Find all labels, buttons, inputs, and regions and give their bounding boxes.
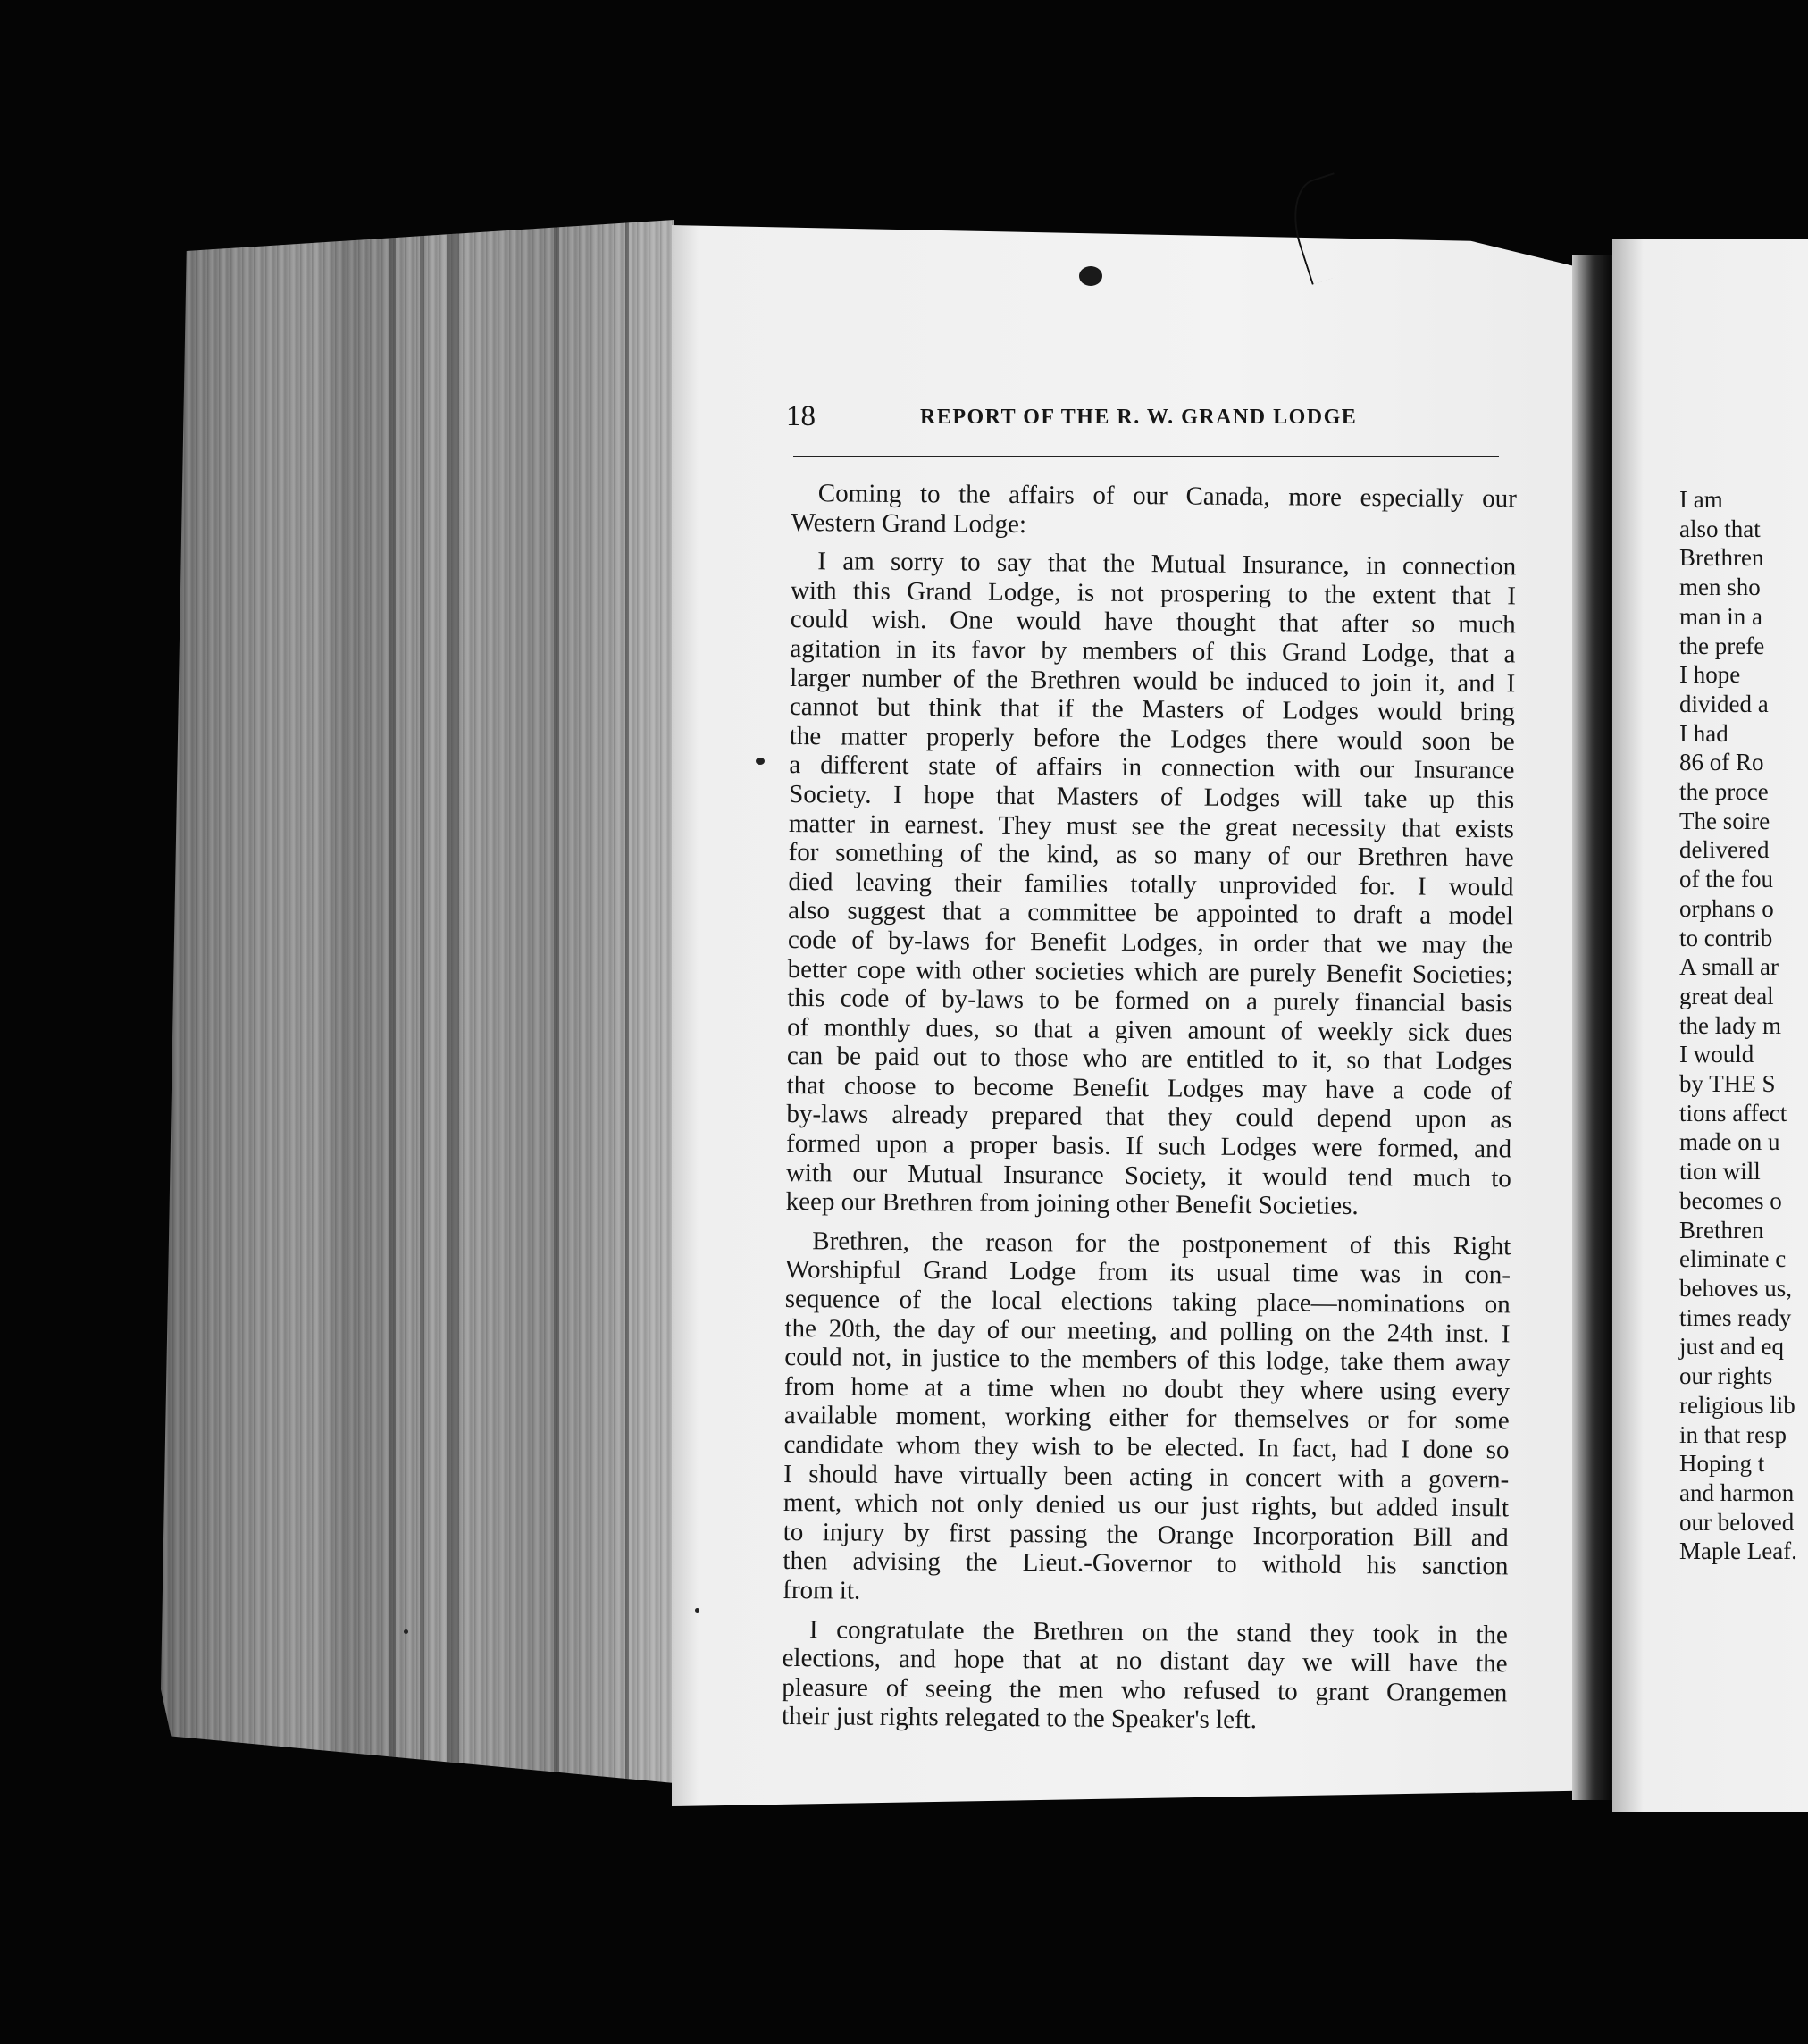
facing-page-line: made on u xyxy=(1679,1128,1780,1156)
text-line: a different state of affairs in connection with our Insurance xyxy=(789,750,1515,785)
paragraph xyxy=(786,547,1517,1222)
text-line: cannot but think that if the Masters of Lodges would bring xyxy=(789,692,1516,727)
text-line: ment, which not only denied us our just rights, but added insult xyxy=(783,1488,1510,1523)
text-line: keep our Brethren from joining other Benefit Societies. xyxy=(785,1187,1359,1221)
text-line: Western Grand Lodge: xyxy=(791,507,1027,539)
text-line: I congratulate the Brethren on the stand they took in the xyxy=(808,1614,1508,1649)
facing-page-line: the proce xyxy=(1679,778,1769,806)
text-line: code of by-laws for Benefit Lodges, in order that we may the xyxy=(787,925,1514,960)
paragraph xyxy=(782,1615,1508,1738)
paragraph xyxy=(783,1227,1511,1611)
facing-page-line: becomes o xyxy=(1679,1186,1782,1214)
text-line: Society. I hope that Masters of Lodges will take up this xyxy=(789,779,1515,815)
text-line: matter in earnest. They must see the great necessity that exists xyxy=(788,808,1515,843)
text-line: the 20th, the day of our meeting, and polling on the 24th inst. I xyxy=(784,1313,1511,1348)
text-line: of monthly dues, so that a given amount of weekly sick dues xyxy=(787,1012,1513,1048)
text-line: from it. xyxy=(783,1575,861,1605)
speck xyxy=(695,1608,699,1613)
facing-page-line: just and eq xyxy=(1679,1333,1784,1361)
text-line: Worshipful Grand Lodge from its usual time was in con- xyxy=(784,1255,1511,1290)
facing-page-line: tions affect xyxy=(1679,1099,1787,1127)
facing-page-line: by THE S xyxy=(1679,1070,1776,1098)
facing-page-line: the lady m xyxy=(1679,1011,1781,1039)
text-line: with our Mutual Insurance Society, it would tend much to xyxy=(785,1158,1512,1194)
text-line: with this Grand Lodge, is not prospering to the extent that I xyxy=(790,575,1517,611)
facing-page-line: eliminate c xyxy=(1679,1245,1787,1273)
facing-page-line: to contrib xyxy=(1679,924,1773,951)
text-line: elections, and hope that at no distant day we will have the xyxy=(782,1644,1508,1679)
facing-page-line: Brethren xyxy=(1679,1216,1764,1244)
text-line: then advising the Lieut.-Governor to withold his sanction xyxy=(783,1546,1509,1581)
facing-page-line: men sho xyxy=(1679,574,1761,601)
facing-page-line: I am xyxy=(1679,486,1723,513)
facing-page-line: our beloved xyxy=(1679,1508,1795,1536)
text-line: can be paid out to those who are entitled to it, so that Lodges xyxy=(786,1042,1513,1076)
text-line: their just rights relegated to the Speaker's left. xyxy=(781,1702,1258,1735)
speck xyxy=(404,1629,408,1634)
text-line: to injury by first passing the Orange Incorporation Bill and xyxy=(783,1517,1509,1553)
facing-page-line: 86 of Ro xyxy=(1679,749,1764,776)
facing-page-line: I had xyxy=(1679,719,1728,747)
facing-page-line: also that xyxy=(1679,515,1761,542)
text-line: could not, in justice to the members of this lodge, take them away xyxy=(784,1343,1511,1378)
ink-stain xyxy=(1079,266,1102,286)
facing-page-line: our rights xyxy=(1679,1362,1773,1390)
facing-page-line: orphans o xyxy=(1679,894,1774,922)
text-line: Coming to the affairs of our Canada, more especially our xyxy=(817,479,1517,514)
running-head: REPORT OF THE R. W. GRAND LODGE xyxy=(920,406,1358,429)
facing-page-line: The soire xyxy=(1679,807,1770,834)
facing-page-line: the prefe xyxy=(1679,632,1765,659)
facing-page-line: times ready xyxy=(1679,1303,1792,1331)
facing-page-line: behoves us, xyxy=(1679,1274,1792,1302)
text-line: I am sorry to say that the Mutual Insurance, in connection xyxy=(817,547,1517,582)
text-line: sequence of the local elections taking place—nominations on xyxy=(784,1285,1511,1319)
text-line: agitation in its favor by members of this Grand Lodge, that a xyxy=(790,633,1516,669)
facing-page-line: man in a xyxy=(1679,602,1762,630)
paragraph xyxy=(791,479,1516,543)
text-line: could wish. One would have thought that after so much xyxy=(790,605,1516,640)
facing-page-line: Maple Leaf. xyxy=(1679,1537,1797,1565)
text-line: larger number of the Brethren would be induced to join it, and I xyxy=(790,663,1516,698)
text-line: this code of by-laws to be formed on a purely financial basis xyxy=(787,984,1513,1018)
page-header xyxy=(786,400,1501,436)
text-line: for something of the kind, as so many of our Brethren have xyxy=(788,838,1514,873)
text-line: Brethren, the reason for the postponement of this Right xyxy=(812,1227,1511,1261)
text-line: better cope with other societies which are purely Benefit Societies; xyxy=(787,954,1513,989)
facing-page-line: and harmon xyxy=(1679,1479,1795,1506)
facing-page-line: I would xyxy=(1679,1041,1754,1068)
facing-page-text xyxy=(1679,485,1808,1566)
page-body xyxy=(782,479,1517,1747)
page-edges xyxy=(161,220,674,1783)
text-line: available moment, working either for themselves or for some xyxy=(783,1401,1510,1436)
facing-page-line: delivered xyxy=(1679,836,1770,864)
facing-page-line: divided a xyxy=(1679,690,1769,717)
text-line: pleasure of seeing the men who refused to grant Orangemen xyxy=(782,1672,1508,1708)
text-line: I should have virtually been acting in concert with a govern- xyxy=(783,1459,1510,1494)
text-line: the matter properly before the Lodges there would soon be xyxy=(789,721,1515,757)
header-rule xyxy=(793,456,1499,457)
text-line: candidate whom they wish to be elected. In fact, had I done so xyxy=(783,1429,1510,1465)
facing-page-line: I hope xyxy=(1679,661,1741,689)
text-line: that choose to become Benefit Lodges may have a code of xyxy=(786,1070,1512,1106)
text-line: from home at a time when no doubt they where using every xyxy=(783,1371,1511,1407)
facing-page-line: Brethren xyxy=(1679,544,1764,572)
page-number: 18 xyxy=(786,400,816,432)
text-line: formed upon a proper basis. If such Lodges were formed, and xyxy=(786,1129,1512,1164)
facing-page-line: great deal xyxy=(1679,982,1774,1009)
text-line: also suggest that a committee be appointed to draft a model xyxy=(788,896,1514,931)
facing-page-line: A small ar xyxy=(1679,953,1779,981)
text-line: by-laws already prepared that they could depend upon as xyxy=(786,1100,1512,1135)
text-line: died leaving their families totally unprovided for. I would xyxy=(788,867,1514,902)
facing-page-line: tion will xyxy=(1679,1158,1761,1185)
facing-page-line: Hoping t xyxy=(1679,1450,1765,1478)
facing-page-line: of the fou xyxy=(1679,866,1773,893)
facing-page-line: in that resp xyxy=(1679,1420,1787,1448)
speck xyxy=(756,758,765,765)
facing-page-line: religious lib xyxy=(1679,1391,1795,1419)
